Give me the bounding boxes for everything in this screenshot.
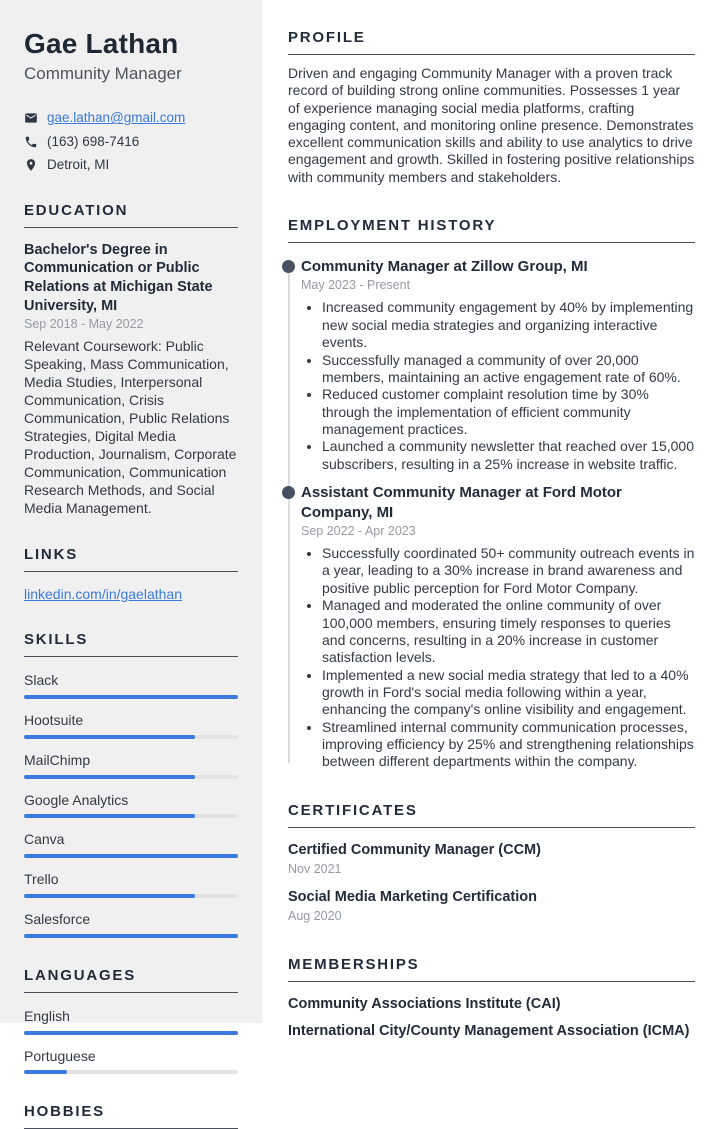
skill-bar-track: [24, 814, 238, 818]
profile-section: [288, 29, 695, 186]
employment-section: [288, 217, 695, 771]
skill-label: Google Analytics: [24, 791, 129, 808]
skill-label: Trello: [24, 871, 59, 888]
email-link[interactable]: gae.lathan@gmail.com: [47, 110, 186, 126]
job-entry: [301, 483, 695, 771]
skills-section: [24, 631, 238, 938]
envelope-icon: [24, 111, 38, 125]
certificate-date: Aug 2020: [288, 909, 342, 924]
hobbies-heading: HOBBIES: [24, 1103, 238, 1129]
job-bullet: • Reduced customer complaint resolution time by 30% through the implementation of efficient community management practices.: [322, 386, 695, 438]
memberships-section: [288, 956, 695, 1041]
skill-bar-fill: [24, 894, 195, 898]
skill-bar-track: [24, 894, 238, 898]
language-label: English: [24, 1007, 70, 1024]
job-bullet: • Increased community engagement by 40% by implementing new social media strategies and organizing interactive events.: [322, 299, 695, 351]
job-dates: Sep 2022 - Apr 2023: [301, 524, 416, 539]
skill-bar-fill: [24, 775, 195, 779]
certificate-date: Nov 2021: [288, 861, 342, 876]
skill-item: [24, 792, 238, 819]
candidate-title: Community Manager: [24, 64, 182, 84]
job-entry: [301, 257, 695, 473]
education-dates: Sep 2018 - May 2022: [24, 317, 144, 332]
job-title: Community Manager at Zillow Group, MI: [301, 257, 588, 275]
links-heading: LINKS: [24, 546, 238, 572]
job-bullet: • Implemented a new social media strategy that led to a 40% growth in Ford's social media following within a year, enhancing the company's online visibility and engagement.: [322, 667, 695, 719]
location-pin-icon: [24, 158, 38, 172]
skill-bar-fill: [24, 735, 195, 739]
skill-bar-fill: [24, 814, 195, 818]
location-text: Detroit, MI: [47, 156, 110, 172]
employment-timeline: [288, 257, 695, 771]
linkedin-link[interactable]: linkedin.com/in/gaelathan: [24, 586, 182, 603]
job-bullet: • Streamlined internal community communication processes, improving efficiency by 25% and strengthening relationships between different departments within the company.: [322, 719, 695, 771]
skill-item: [24, 911, 238, 938]
job-title: Assistant Community Manager at Ford Motor Company, MI: [301, 484, 622, 521]
links-section: [24, 546, 238, 602]
contact-location-row: [24, 157, 238, 173]
certificates-heading: CERTIFICATES: [288, 802, 695, 828]
job-bullet: • Managed and moderated the online community of over 100,000 members, ensuring timely responses to queries and concerns, resulting in a 20% increase in customer satisfaction levels.: [322, 597, 695, 666]
language-item: [24, 1048, 238, 1075]
languages-heading: LANGUAGES: [24, 967, 238, 993]
sidebar: [0, 0, 262, 1121]
skill-label: Hootsuite: [24, 712, 84, 728]
skill-label: Canva: [24, 831, 65, 848]
job-bullet: • Launched a community newsletter that reached over 15,000 subscribers, resulting in a 25% increase in website traffic.: [322, 438, 695, 473]
profile-summary: Driven and engaging Community Manager with a proven track record of building strong online communities. Possesses 1 year of experience managing social media platforms, crafting engaging content, and monitoring online presence. Demonstrates excellent communication skills and ability to use analytics to drive engagement and growth. Skilled in fostering positive relationships with community members and stakeholders.: [288, 65, 695, 185]
contact-email-row: [24, 110, 238, 126]
languages-section: [24, 967, 238, 1075]
language-bar-fill: [24, 1070, 67, 1074]
hobbies-section: [24, 1103, 238, 1129]
education-section: [24, 202, 238, 517]
job-bullet: • Successfully coordinated 50+ community outreach events in a year, leading to a 30% increase in brand awareness and positive public perception for Ford Motor Company.: [322, 545, 695, 597]
job-bullet-list: [301, 299, 695, 473]
skill-item: [24, 712, 238, 739]
skill-bar-track: [24, 934, 238, 938]
timeline-dot-icon: [282, 486, 295, 499]
skills-list: [24, 672, 238, 938]
skill-bar-track: [24, 775, 238, 779]
job-bullet-list: [301, 545, 695, 771]
contact-phone-row: [24, 134, 238, 150]
skill-item: [24, 672, 238, 699]
candidate-name: Gae Lathan: [24, 28, 179, 59]
employment-heading: EMPLOYMENT HISTORY: [288, 217, 695, 243]
certificate-item: [288, 841, 695, 877]
profile-heading: PROFILE: [288, 29, 695, 55]
language-bar-track: [24, 1070, 238, 1074]
certificate-title: Social Media Marketing Certification: [288, 889, 537, 906]
languages-list: [24, 1008, 238, 1075]
list-item: [24, 586, 238, 602]
job-dates: May 2023 - Present: [301, 278, 411, 293]
skill-bar-fill: [24, 695, 238, 699]
phone-number: (163) 698-7416: [47, 133, 140, 149]
education-degree: Bachelor's Degree in Communication or Public Relations at Michigan State University, MI: [24, 241, 213, 314]
skill-item: [24, 831, 238, 858]
skill-bar-track: [24, 695, 238, 699]
education-heading: EDUCATION: [24, 202, 238, 228]
certificate-item: [288, 888, 695, 924]
skill-item: [24, 871, 238, 898]
phone-icon: [24, 135, 38, 149]
language-item: [24, 1008, 238, 1035]
skill-bar-fill: [24, 934, 238, 938]
membership-item: Community Associations Institute (CAI): [288, 995, 561, 1012]
education-description: Relevant Coursework: Public Speaking, Mass Communication, Media Studies, Interpersonal Communication, Crisis Communication, Public Relations Strategies, Digital Media Production, Journalism, Corporate Communication, Communication Research Methods, and Social Media Management.: [24, 337, 237, 517]
language-label: Portuguese: [24, 1047, 96, 1064]
job-bullet: • Successfully managed a community of over 20,000 members, maintaining an active engagement rate of 60%.: [322, 352, 695, 387]
skill-label: Salesforce: [24, 910, 91, 927]
language-bar-fill: [24, 1031, 238, 1035]
memberships-heading: MEMBERSHIPS: [288, 956, 695, 982]
certificates-section: [288, 802, 695, 925]
skill-label: MailChimp: [24, 751, 91, 768]
skills-heading: SKILLS: [24, 631, 238, 657]
skill-bar-track: [24, 735, 238, 739]
language-bar-track: [24, 1031, 238, 1035]
skill-item: [24, 752, 238, 779]
skill-bar-fill: [24, 854, 238, 858]
certificate-title: Certified Community Manager (CCM): [288, 841, 541, 858]
membership-item: International City/County Management Association (ICMA): [288, 1022, 690, 1039]
skill-bar-track: [24, 854, 238, 858]
timeline-dot-icon: [282, 260, 295, 273]
contact-block: [24, 110, 238, 173]
main-column: [262, 0, 724, 1039]
skill-label: Slack: [24, 672, 59, 689]
